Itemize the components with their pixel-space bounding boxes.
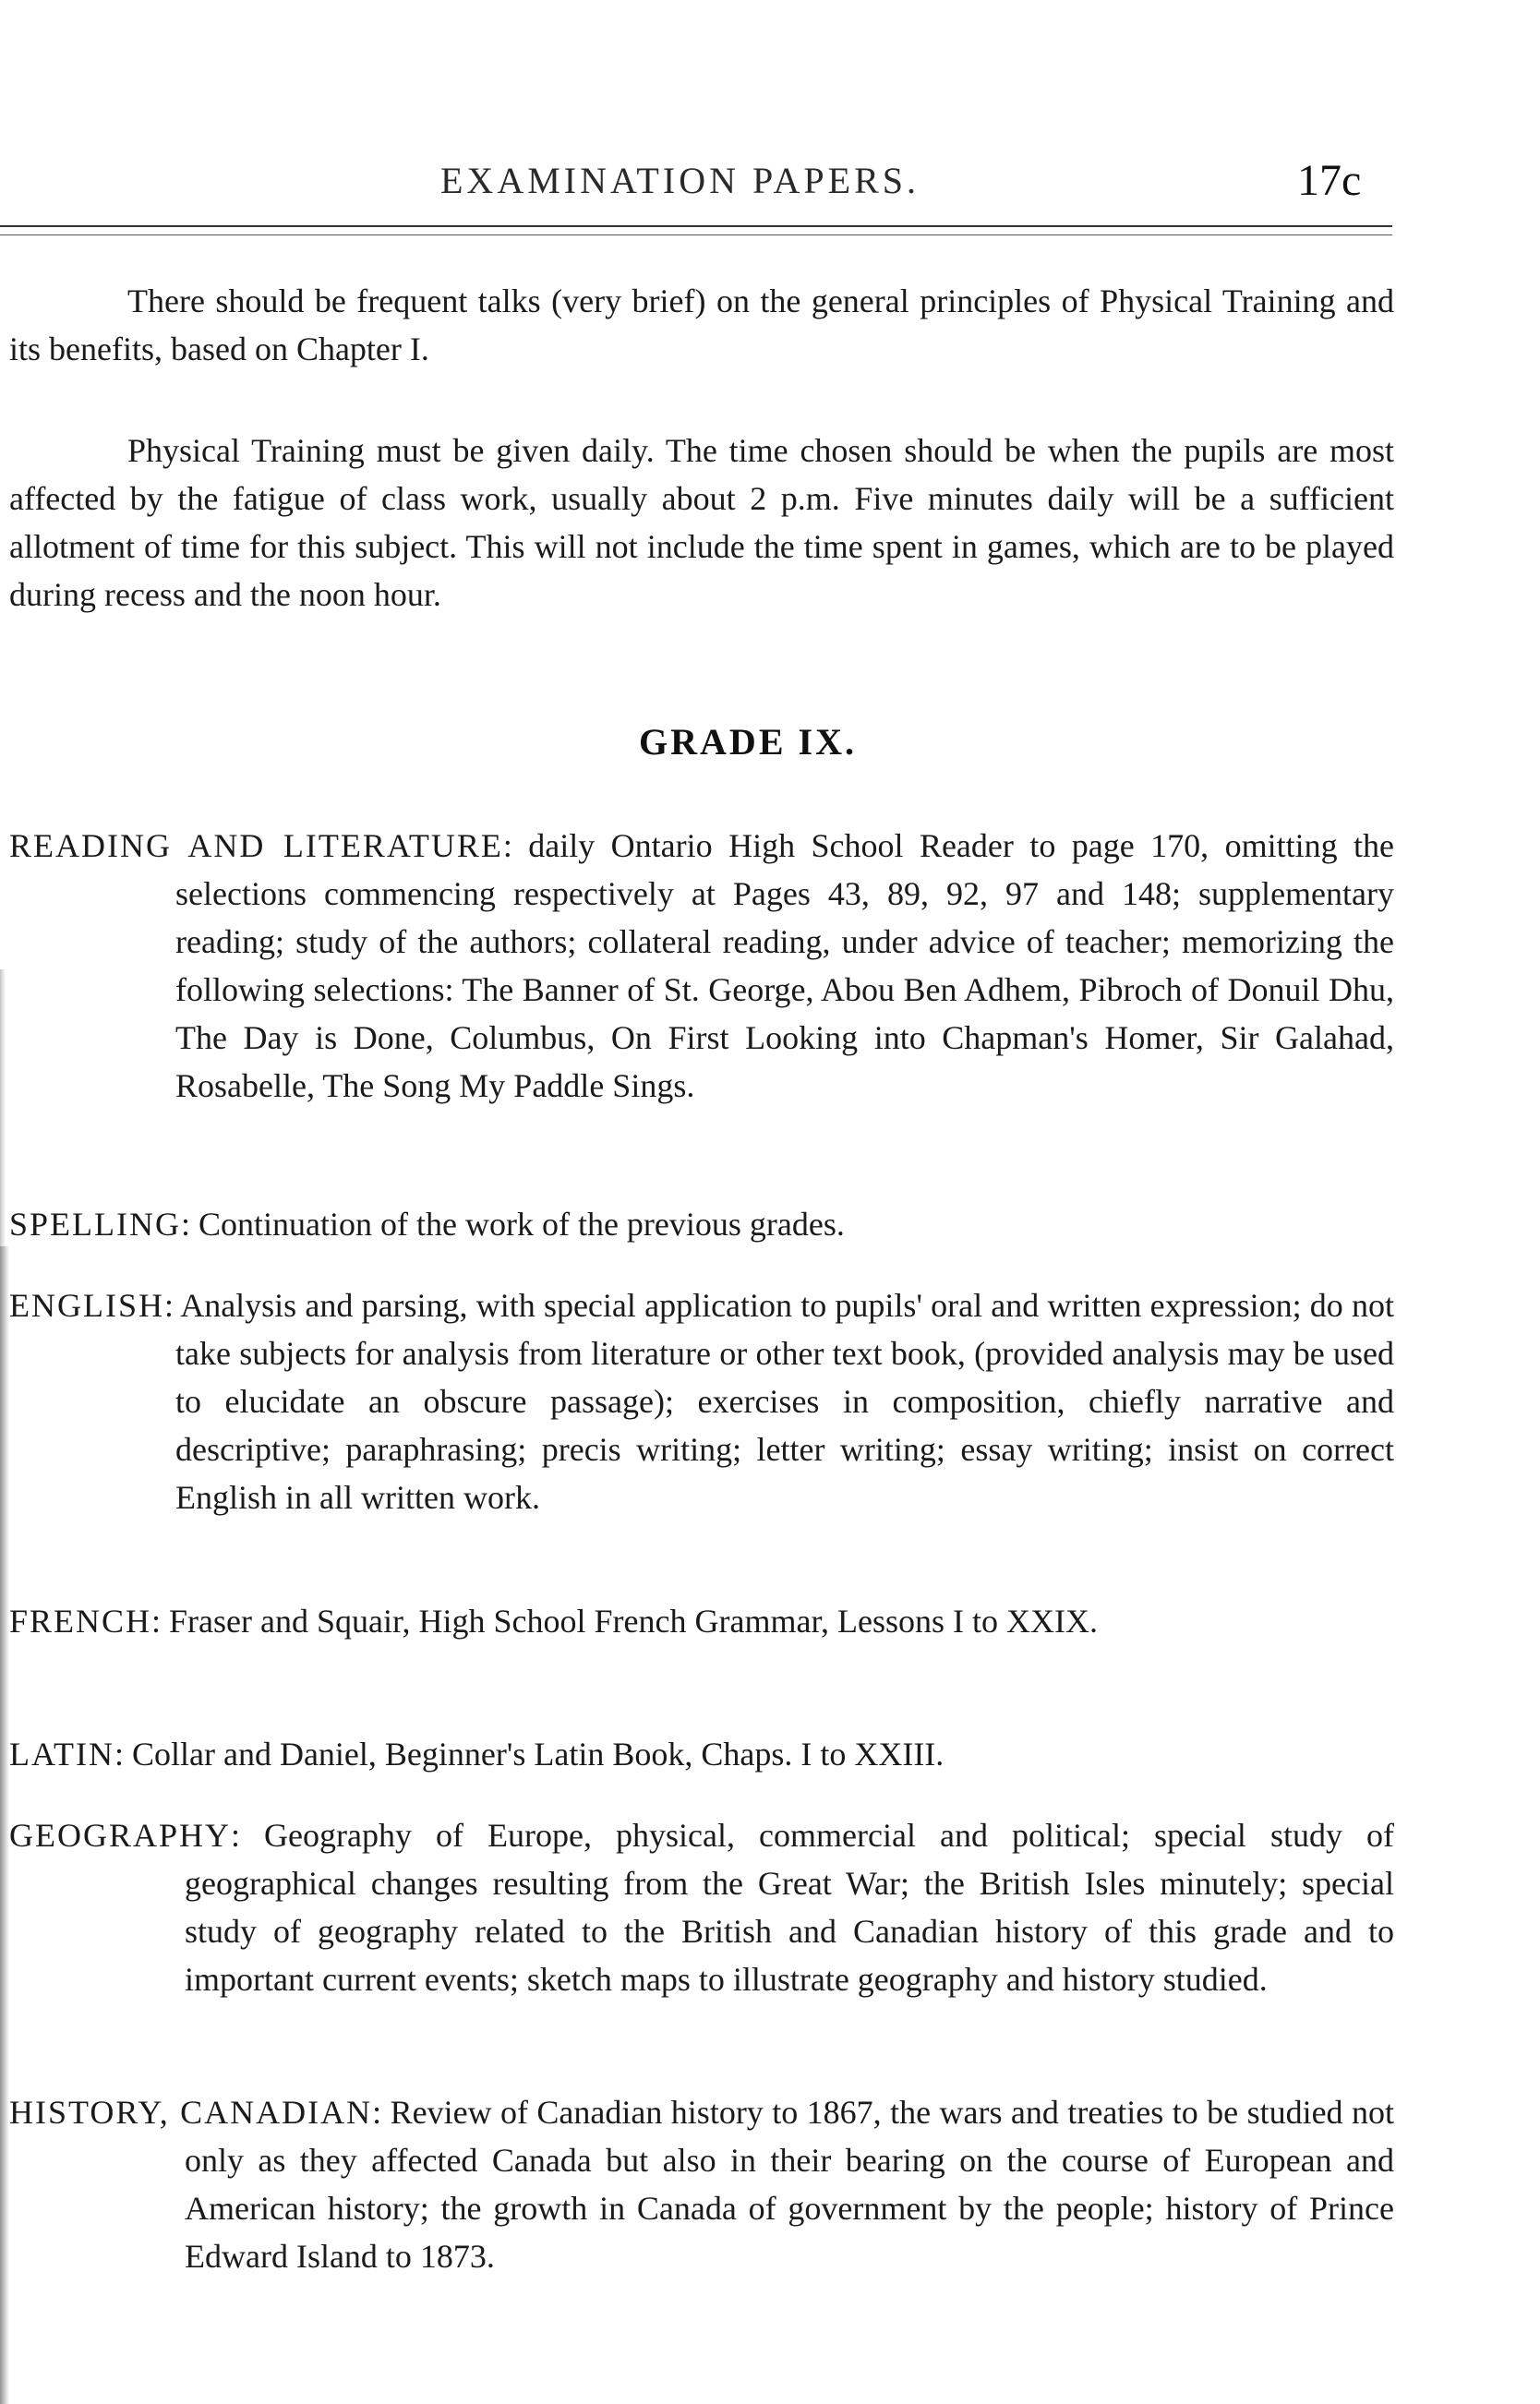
intro-paragraph-1-text: There should be frequent talks (very brief) on the general principles of Physical Training and its benefits, based on Chapter I.: [9, 282, 1394, 367]
subject-latin: [9, 1730, 1394, 1778]
subject-label: ENGLISH: [9, 1287, 164, 1324]
subject-label: HISTORY, CANADIAN: [9, 2094, 373, 2131]
subject-text: : Fraser and Squair, High School French Grammar, Lessons I to XXIX.: [151, 1603, 1098, 1640]
subject-text: : Geography of Europe, physical, commercial and political; special study of geographical changes resulting from the Great War; the British Isles minutely; special study of geography related to the British and Canadian history of this grade and to important current events; sketch maps to illustrate geography and history studied.: [185, 1817, 1394, 1998]
header-rule-bottom: [0, 234, 1392, 235]
subject-label: READING AND LITERATURE: [9, 827, 503, 864]
subject-reading-literature: [9, 822, 1394, 1110]
subject-label: GEOGRAPHY: [9, 1817, 232, 1854]
subject-label: FRENCH: [9, 1603, 152, 1640]
subject-label: SPELLING: [9, 1206, 181, 1243]
subject-english: [9, 1281, 1394, 1521]
intro-paragraph-1: [9, 277, 1394, 373]
intro-paragraph-2: [9, 427, 1394, 619]
subject-label: LATIN: [9, 1736, 114, 1773]
subject-spelling: [9, 1200, 1394, 1248]
subject-french: [9, 1597, 1394, 1645]
running-title: EXAMINATION PAPERS.: [440, 160, 920, 201]
scan-edge-shadow-lower: [0, 1246, 9, 2404]
subject-text: : Analysis and parsing, with special application to pupils' oral and written expression; do not take subjects for analysis from literature or other text book, (provided analysis may be used to elucidate an obscure passage); exercises in composition, chiefly narrative and descriptive; paraphrasing; precis writing; letter writing; essay writing; insist on correct English in all written work.: [163, 1287, 1394, 1516]
subject-history-canadian: [9, 2088, 1394, 2280]
subject-text: : Continuation of the work of the previous grades.: [181, 1206, 845, 1243]
intro-paragraph-2-text: Physical Training must be given daily. The time chosen should be when the pupils are most affected by the fatigue of class work, usually about 2 p.m. Five minutes daily will be a sufficient allotment of time for this subject. This will not include the time spent in games, which are to be played during recess and the noon hour.: [9, 432, 1394, 613]
subject-geography: [9, 1811, 1394, 2003]
page-number: 17c: [1297, 156, 1362, 205]
subject-text: : Review of Canadian history to 1867, the wars and treaties to be studied not only as they affected Canada but also in their bearing on the course of European and American history; the growth in Canada of government by the people; history of Prince Edward Island to 1873.: [185, 2094, 1394, 2275]
header-rule-top: [0, 225, 1392, 227]
subject-text: : daily Ontario High School Reader to page 170, omitting the selections commencing respectively at Pages 43, 89, 92, 97 and 148; supplementary reading; study of the authors; collateral reading, under advice of teacher; memorizing the following selections: The Banner of St. George, Abou Ben Adhem, Pibroch of Donuil Dhu, The Day is Done, Columbus, On First Looking into Chapman's Homer, Sir Galahad, Rosabelle, The Song My Paddle Sings.: [175, 827, 1394, 1104]
scan-edge-shadow-upper: [0, 969, 6, 1246]
running-header: [0, 156, 1540, 214]
subject-text: : Collar and Daniel, Beginner's Latin Book, Chaps. I to XXIII.: [114, 1736, 944, 1773]
grade-heading: GRADE IX.: [639, 721, 857, 763]
